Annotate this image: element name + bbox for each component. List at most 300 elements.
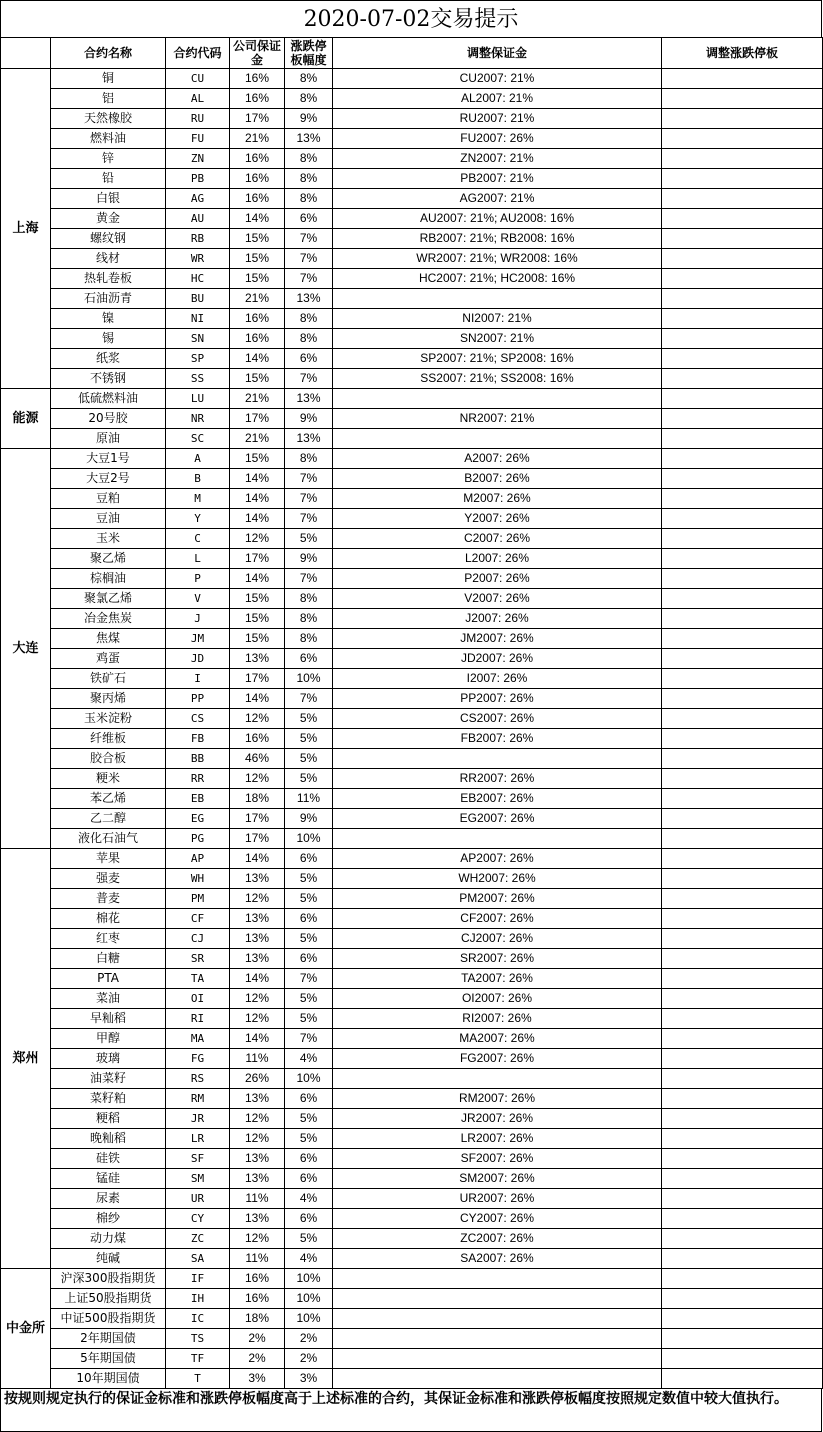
contract-name-cell: 低硫燃料油 <box>51 389 166 409</box>
price-limit-cell: 5% <box>285 749 333 769</box>
adjusted-margin-cell: SS2007: 21%; SS2008: 16% <box>333 369 662 389</box>
adjusted-limit-cell <box>662 109 823 129</box>
table-row <box>1 949 823 969</box>
contract-code-cell: ZN <box>166 149 230 169</box>
adjusted-margin-cell: PM2007: 26% <box>333 889 662 909</box>
contract-name-cell: 燃料油 <box>51 129 166 149</box>
adjusted-margin-cell: TA2007: 26% <box>333 969 662 989</box>
adjusted-margin-cell: M2007: 26% <box>333 489 662 509</box>
contract-name-cell: 玻璃 <box>51 1049 166 1069</box>
price-limit-cell: 4% <box>285 1049 333 1069</box>
price-limit-cell: 8% <box>285 169 333 189</box>
company-margin-cell: 15% <box>230 589 285 609</box>
contract-name-cell: 不锈钢 <box>51 369 166 389</box>
table-row <box>1 309 823 329</box>
price-limit-cell: 7% <box>285 249 333 269</box>
contract-name-cell: 棉花 <box>51 909 166 929</box>
adjusted-limit-cell <box>662 1109 823 1129</box>
adjusted-limit-cell <box>662 1049 823 1069</box>
price-limit-cell: 9% <box>285 809 333 829</box>
company-margin-cell: 16% <box>230 189 285 209</box>
contract-code-cell: CU <box>166 69 230 89</box>
contract-code-cell: L <box>166 549 230 569</box>
contract-name-cell: 液化石油气 <box>51 829 166 849</box>
adjusted-limit-cell <box>662 1069 823 1089</box>
contract-code-cell: JD <box>166 649 230 669</box>
price-limit-cell: 13% <box>285 129 333 149</box>
table-row <box>1 909 823 929</box>
adjusted-margin-cell: CY2007: 26% <box>333 1209 662 1229</box>
table-row <box>1 69 823 89</box>
company-margin-cell: 14% <box>230 569 285 589</box>
contract-code-cell: SP <box>166 349 230 369</box>
footnote: 按规则规定执行的保证金标准和涨跌停板幅度高于上述标准的合约，其保证金标准和涨跌停板幅度按照规定数值中较大值执行。 <box>0 1389 822 1432</box>
contract-code-cell: JM <box>166 629 230 649</box>
adjusted-limit-cell <box>662 1029 823 1049</box>
price-limit-cell: 7% <box>285 569 333 589</box>
company-margin-cell: 13% <box>230 1149 285 1169</box>
table-row <box>1 1289 823 1309</box>
adjusted-margin-cell: RM2007: 26% <box>333 1089 662 1109</box>
table-row <box>1 269 823 289</box>
table-row <box>1 689 823 709</box>
adjusted-margin-cell: EB2007: 26% <box>333 789 662 809</box>
company-margin-cell: 13% <box>230 649 285 669</box>
adjusted-margin-cell: FG2007: 26% <box>333 1049 662 1069</box>
table-row <box>1 189 823 209</box>
table-row <box>1 589 823 609</box>
contract-code-cell: AP <box>166 849 230 869</box>
contract-table <box>0 37 823 1389</box>
company-margin-cell: 11% <box>230 1049 285 1069</box>
company-margin-cell: 14% <box>230 849 285 869</box>
price-limit-cell: 5% <box>285 1009 333 1029</box>
company-margin-cell: 3% <box>230 1369 285 1389</box>
price-limit-cell: 7% <box>285 969 333 989</box>
contract-code-cell: EB <box>166 789 230 809</box>
adjusted-margin-cell: SN2007: 21% <box>333 329 662 349</box>
company-margin-cell: 16% <box>230 1269 285 1289</box>
price-limit-cell: 13% <box>285 429 333 449</box>
company-margin-cell: 16% <box>230 1289 285 1309</box>
contract-name-cell: 锡 <box>51 329 166 349</box>
adjusted-limit-cell <box>662 289 823 309</box>
contract-name-cell: 镍 <box>51 309 166 329</box>
table-row <box>1 1009 823 1029</box>
contract-code-cell: CY <box>166 1209 230 1229</box>
contract-name-cell: 红枣 <box>51 929 166 949</box>
adjusted-limit-cell <box>662 509 823 529</box>
adjusted-margin-cell: NR2007: 21% <box>333 409 662 429</box>
table-row <box>1 169 823 189</box>
company-margin-cell: 12% <box>230 889 285 909</box>
contract-name-cell: 锰硅 <box>51 1169 166 1189</box>
adjusted-limit-cell <box>662 1229 823 1249</box>
company-margin-cell: 15% <box>230 449 285 469</box>
company-margin-cell: 12% <box>230 1009 285 1029</box>
contract-code-cell: RR <box>166 769 230 789</box>
adjusted-limit-cell <box>662 1009 823 1029</box>
contract-code-cell: RM <box>166 1089 230 1109</box>
company-margin-cell: 12% <box>230 989 285 1009</box>
table-row <box>1 229 823 249</box>
contract-code-cell: Y <box>166 509 230 529</box>
table-row <box>1 769 823 789</box>
table-row <box>1 1109 823 1129</box>
company-margin-cell: 18% <box>230 789 285 809</box>
contract-code-cell: RB <box>166 229 230 249</box>
adjusted-limit-cell <box>662 309 823 329</box>
contract-code-cell: UR <box>166 1189 230 1209</box>
contract-name-cell: 硅铁 <box>51 1149 166 1169</box>
table-row <box>1 509 823 529</box>
company-margin-cell: 12% <box>230 529 285 549</box>
contract-code-cell: LU <box>166 389 230 409</box>
adjusted-limit-cell <box>662 469 823 489</box>
price-limit-cell: 5% <box>285 989 333 1009</box>
table-row <box>1 129 823 149</box>
adjusted-margin-cell: JM2007: 26% <box>333 629 662 649</box>
adjusted-margin-cell <box>333 749 662 769</box>
contract-name-cell: 玉米 <box>51 529 166 549</box>
exchange-cell: 能源 <box>1 389 51 449</box>
table-row <box>1 1229 823 1249</box>
price-limit-cell: 5% <box>285 1129 333 1149</box>
contract-name-cell: 苯乙烯 <box>51 789 166 809</box>
table-row <box>1 349 823 369</box>
adjusted-limit-cell <box>662 849 823 869</box>
contract-name-cell: 粳米 <box>51 769 166 789</box>
contract-code-cell: IF <box>166 1269 230 1289</box>
contract-name-cell: 苹果 <box>51 849 166 869</box>
table-row <box>1 569 823 589</box>
price-limit-cell: 8% <box>285 69 333 89</box>
company-margin-cell: 15% <box>230 629 285 649</box>
table-row <box>1 1029 823 1049</box>
price-limit-cell: 8% <box>285 589 333 609</box>
adjusted-margin-cell: Y2007: 26% <box>333 509 662 529</box>
table-row <box>1 929 823 949</box>
company-margin-cell: 13% <box>230 869 285 889</box>
company-margin-cell: 16% <box>230 169 285 189</box>
company-margin-cell: 46% <box>230 749 285 769</box>
contract-name-cell: 铅 <box>51 169 166 189</box>
adjusted-margin-cell: RB2007: 21%; RB2008: 16% <box>333 229 662 249</box>
adjusted-limit-cell <box>662 349 823 369</box>
price-limit-cell: 8% <box>285 89 333 109</box>
adjusted-margin-cell: ZN2007: 21% <box>333 149 662 169</box>
adjusted-margin-cell: AU2007: 21%; AU2008: 16% <box>333 209 662 229</box>
adjusted-limit-cell <box>662 749 823 769</box>
adjusted-margin-cell: L2007: 26% <box>333 549 662 569</box>
table-row <box>1 989 823 1009</box>
adjusted-margin-cell: PP2007: 26% <box>333 689 662 709</box>
contract-code-cell: C <box>166 529 230 549</box>
company-margin-cell: 16% <box>230 309 285 329</box>
contract-code-cell: TA <box>166 969 230 989</box>
adjusted-limit-cell <box>662 929 823 949</box>
table-row <box>1 389 823 409</box>
adjusted-limit-cell <box>662 1329 823 1349</box>
contract-code-cell: I <box>166 669 230 689</box>
company-margin-cell: 14% <box>230 489 285 509</box>
price-limit-cell: 6% <box>285 849 333 869</box>
contract-name-cell: 白银 <box>51 189 166 209</box>
contract-name-cell: 动力煤 <box>51 1229 166 1249</box>
header-contract-code: 合约代码 <box>166 38 230 69</box>
company-margin-cell: 13% <box>230 929 285 949</box>
table-row <box>1 1309 823 1329</box>
contract-name-cell: 豆油 <box>51 509 166 529</box>
table-row <box>1 629 823 649</box>
adjusted-limit-cell <box>662 1129 823 1149</box>
table-row <box>1 869 823 889</box>
table-row <box>1 889 823 909</box>
contract-name-cell: 纯碱 <box>51 1249 166 1269</box>
adjusted-limit-cell <box>662 269 823 289</box>
price-limit-cell: 6% <box>285 209 333 229</box>
adjusted-limit-cell <box>662 709 823 729</box>
adjusted-limit-cell <box>662 489 823 509</box>
price-limit-cell: 2% <box>285 1349 333 1369</box>
exchange-cell: 上海 <box>1 69 51 389</box>
adjusted-limit-cell <box>662 649 823 669</box>
adjusted-margin-cell: P2007: 26% <box>333 569 662 589</box>
adjusted-limit-cell <box>662 209 823 229</box>
company-margin-cell: 17% <box>230 409 285 429</box>
page-title: 2020-07-02交易提示 <box>0 0 822 37</box>
company-margin-cell: 26% <box>230 1069 285 1089</box>
contract-name-cell: 上证50股指期货 <box>51 1289 166 1309</box>
contract-name-cell: 大豆1号 <box>51 449 166 469</box>
contract-code-cell: TF <box>166 1349 230 1369</box>
adjusted-margin-cell: C2007: 26% <box>333 529 662 549</box>
header-exchange <box>1 38 51 69</box>
company-margin-cell: 21% <box>230 389 285 409</box>
company-margin-cell: 16% <box>230 149 285 169</box>
header-contract-name: 合约名称 <box>51 38 166 69</box>
contract-name-cell: 聚丙烯 <box>51 689 166 709</box>
price-limit-cell: 5% <box>285 769 333 789</box>
contract-name-cell: 螺纹钢 <box>51 229 166 249</box>
price-limit-cell: 5% <box>285 709 333 729</box>
price-limit-cell: 10% <box>285 1309 333 1329</box>
contract-name-cell: 中证500股指期货 <box>51 1309 166 1329</box>
price-limit-cell: 8% <box>285 329 333 349</box>
price-limit-cell: 7% <box>285 229 333 249</box>
adjusted-limit-cell <box>662 169 823 189</box>
adjusted-margin-cell: HC2007: 21%; HC2008: 16% <box>333 269 662 289</box>
contract-code-cell: PP <box>166 689 230 709</box>
contract-code-cell: SF <box>166 1149 230 1169</box>
contract-name-cell: 普麦 <box>51 889 166 909</box>
table-row <box>1 449 823 469</box>
price-limit-cell: 6% <box>285 1169 333 1189</box>
company-margin-cell: 14% <box>230 349 285 369</box>
company-margin-cell: 15% <box>230 609 285 629</box>
table-row <box>1 249 823 269</box>
contract-code-cell: J <box>166 609 230 629</box>
exchange-cell: 中金所 <box>1 1269 51 1389</box>
table-row <box>1 1089 823 1109</box>
contract-name-cell: 胶合板 <box>51 749 166 769</box>
company-margin-cell: 17% <box>230 669 285 689</box>
adjusted-limit-cell <box>662 949 823 969</box>
price-limit-cell: 6% <box>285 909 333 929</box>
adjusted-margin-cell <box>333 829 662 849</box>
adjusted-limit-cell <box>662 249 823 269</box>
table-row <box>1 289 823 309</box>
header-price-limit: 涨跌停板幅度 <box>285 38 333 69</box>
contract-name-cell: 油菜籽 <box>51 1069 166 1089</box>
adjusted-limit-cell <box>662 1309 823 1329</box>
price-limit-cell: 10% <box>285 1289 333 1309</box>
price-limit-cell: 4% <box>285 1249 333 1269</box>
contract-name-cell: 冶金焦炭 <box>51 609 166 629</box>
price-limit-cell: 10% <box>285 669 333 689</box>
contract-name-cell: 沪深300股指期货 <box>51 1269 166 1289</box>
header-company-margin: 公司保证金 <box>230 38 285 69</box>
adjusted-limit-cell <box>662 969 823 989</box>
table-row <box>1 109 823 129</box>
contract-code-cell: RI <box>166 1009 230 1029</box>
table-row <box>1 1249 823 1269</box>
contract-name-cell: 鸡蛋 <box>51 649 166 669</box>
contract-name-cell: 10年期国债 <box>51 1369 166 1389</box>
company-margin-cell: 14% <box>230 689 285 709</box>
contract-code-cell: HC <box>166 269 230 289</box>
contract-code-cell: RU <box>166 109 230 129</box>
price-limit-cell: 6% <box>285 1209 333 1229</box>
adjusted-margin-cell <box>333 429 662 449</box>
table-body <box>1 69 823 1389</box>
adjusted-margin-cell: B2007: 26% <box>333 469 662 489</box>
contract-code-cell: CF <box>166 909 230 929</box>
adjusted-limit-cell <box>662 389 823 409</box>
table-row <box>1 669 823 689</box>
adjusted-limit-cell <box>662 569 823 589</box>
contract-code-cell: IC <box>166 1309 230 1329</box>
price-limit-cell: 7% <box>285 689 333 709</box>
contract-name-cell: 聚氯乙烯 <box>51 589 166 609</box>
adjusted-limit-cell <box>662 729 823 749</box>
adjusted-margin-cell: SR2007: 26% <box>333 949 662 969</box>
header-adjusted-margin: 调整保证金 <box>333 38 662 69</box>
adjusted-margin-cell: JR2007: 26% <box>333 1109 662 1129</box>
company-margin-cell: 13% <box>230 949 285 969</box>
adjusted-limit-cell <box>662 549 823 569</box>
contract-name-cell: 玉米淀粉 <box>51 709 166 729</box>
price-limit-cell: 2% <box>285 1329 333 1349</box>
adjusted-margin-cell <box>333 1349 662 1369</box>
company-margin-cell: 11% <box>230 1189 285 1209</box>
table-row <box>1 969 823 989</box>
contract-name-cell: 线材 <box>51 249 166 269</box>
contract-code-cell: IH <box>166 1289 230 1309</box>
exchange-cell: 大连 <box>1 449 51 849</box>
adjusted-margin-cell: FU2007: 26% <box>333 129 662 149</box>
price-limit-cell: 6% <box>285 349 333 369</box>
price-limit-cell: 6% <box>285 1089 333 1109</box>
table-row <box>1 609 823 629</box>
company-margin-cell: 12% <box>230 1109 285 1129</box>
adjusted-limit-cell <box>662 689 823 709</box>
contract-name-cell: 粳稻 <box>51 1109 166 1129</box>
contract-code-cell: PM <box>166 889 230 909</box>
price-limit-cell: 6% <box>285 949 333 969</box>
adjusted-margin-cell: J2007: 26% <box>333 609 662 629</box>
adjusted-limit-cell <box>662 809 823 829</box>
company-margin-cell: 17% <box>230 829 285 849</box>
adjusted-margin-cell: ZC2007: 26% <box>333 1229 662 1249</box>
contract-name-cell: 尿素 <box>51 1189 166 1209</box>
company-margin-cell: 14% <box>230 209 285 229</box>
price-limit-cell: 8% <box>285 309 333 329</box>
adjusted-margin-cell: WR2007: 21%; WR2008: 16% <box>333 249 662 269</box>
contract-name-cell: 黄金 <box>51 209 166 229</box>
contract-name-cell: 焦煤 <box>51 629 166 649</box>
company-margin-cell: 18% <box>230 1309 285 1329</box>
contract-code-cell: SS <box>166 369 230 389</box>
adjusted-limit-cell <box>662 329 823 349</box>
adjusted-margin-cell: LR2007: 26% <box>333 1129 662 1149</box>
adjusted-margin-cell: CU2007: 21% <box>333 69 662 89</box>
company-margin-cell: 21% <box>230 429 285 449</box>
table-row <box>1 749 823 769</box>
contract-code-cell: SC <box>166 429 230 449</box>
table-row <box>1 1169 823 1189</box>
table-row <box>1 489 823 509</box>
table-row <box>1 1369 823 1389</box>
contract-code-cell: AU <box>166 209 230 229</box>
company-margin-cell: 11% <box>230 1249 285 1269</box>
company-margin-cell: 21% <box>230 289 285 309</box>
company-margin-cell: 13% <box>230 1209 285 1229</box>
price-limit-cell: 5% <box>285 529 333 549</box>
table-row <box>1 549 823 569</box>
adjusted-limit-cell <box>662 1369 823 1389</box>
company-margin-cell: 12% <box>230 769 285 789</box>
contract-name-cell: 锌 <box>51 149 166 169</box>
table-row <box>1 369 823 389</box>
price-limit-cell: 10% <box>285 1069 333 1089</box>
price-limit-cell: 10% <box>285 1269 333 1289</box>
contract-name-cell: 铁矿石 <box>51 669 166 689</box>
table-row <box>1 149 823 169</box>
company-margin-cell: 17% <box>230 549 285 569</box>
table-row <box>1 89 823 109</box>
contract-code-cell: MA <box>166 1029 230 1049</box>
price-limit-cell: 7% <box>285 469 333 489</box>
price-limit-cell: 5% <box>285 929 333 949</box>
contract-code-cell: JR <box>166 1109 230 1129</box>
adjusted-margin-cell: AG2007: 21% <box>333 189 662 209</box>
contract-code-cell: FB <box>166 729 230 749</box>
adjusted-limit-cell <box>662 989 823 1009</box>
contract-name-cell: 菜油 <box>51 989 166 1009</box>
contract-code-cell: FU <box>166 129 230 149</box>
table-row <box>1 829 823 849</box>
adjusted-limit-cell <box>662 449 823 469</box>
adjusted-limit-cell <box>662 909 823 929</box>
contract-code-cell: P <box>166 569 230 589</box>
adjusted-limit-cell <box>662 189 823 209</box>
contract-name-cell: 铜 <box>51 69 166 89</box>
adjusted-limit-cell <box>662 149 823 169</box>
contract-code-cell: LR <box>166 1129 230 1149</box>
adjusted-limit-cell <box>662 1349 823 1369</box>
contract-name-cell: 菜籽粕 <box>51 1089 166 1109</box>
